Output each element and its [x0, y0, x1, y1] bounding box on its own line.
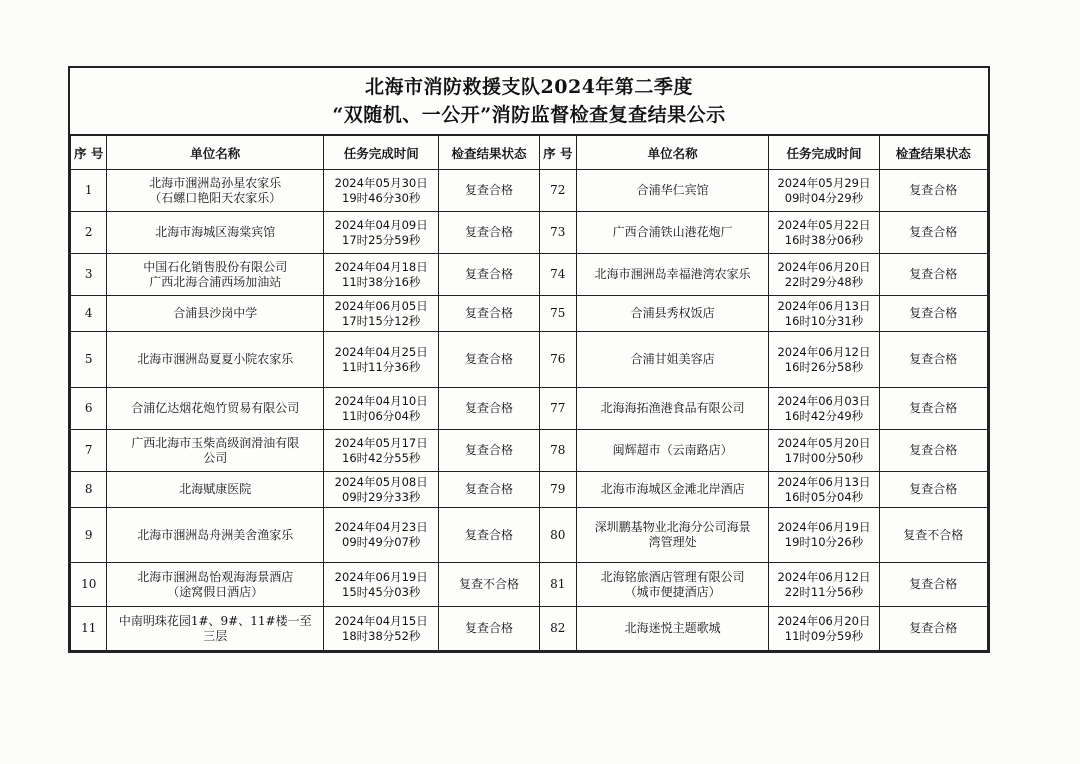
unit-name-cell-left [107, 254, 324, 296]
completion-time-cell-left [324, 212, 439, 254]
completion-time-cell-line: 16时26分58秒 [784, 359, 864, 374]
completion-time-cell-line: 19时46分30秒 [342, 190, 421, 205]
unit-name-cell-line: 北海市涠洲岛孙星农家乐 [149, 175, 282, 190]
status-cell-right: 复查合格 [879, 563, 987, 607]
table-row [71, 170, 988, 212]
unit-name-cell-right [577, 563, 769, 607]
seq-cell-left: 4 [71, 296, 107, 332]
notice-title [70, 68, 988, 135]
unit-name-cell-line: 北海赋康医院 [179, 482, 252, 496]
unit-name-cell-line: 公司 [203, 450, 228, 465]
completion-time-cell-line: 11时11分36秒 [342, 359, 421, 374]
unit-name-cell-line: 北海海拓渔港食品有限公司 [600, 401, 745, 415]
seq-cell-left: 11 [71, 607, 107, 651]
completion-time-cell-line: 2024年05月29日 [777, 175, 871, 190]
status-cell-right: 复查合格 [879, 212, 987, 254]
completion-time-cell-line: 2024年06月20日 [777, 613, 871, 628]
unit-name-cell-right [577, 332, 769, 388]
status-cell-left: 复查合格 [439, 254, 539, 296]
seq-cell-left: 5 [71, 332, 107, 388]
completion-time-cell-line: 15时45分03秒 [342, 584, 421, 599]
seq-cell-right: 73 [539, 212, 576, 254]
completion-time-cell-line: 2024年05月22日 [777, 217, 871, 232]
unit-name-cell-line: 广西合浦铁山港花炮厂 [612, 225, 733, 239]
completion-time-cell-line: 17时00分50秒 [784, 450, 864, 465]
completion-time-cell-right [769, 430, 879, 472]
unit-name-cell-line: 合浦华仁宾馆 [636, 183, 709, 197]
completion-time-cell-left [324, 388, 439, 430]
results-table [70, 135, 988, 651]
unit-name-cell-right [577, 296, 769, 332]
status-cell-right: 复查合格 [879, 296, 987, 332]
seq-cell-right: 76 [539, 332, 576, 388]
status-cell-left: 复查合格 [439, 607, 539, 651]
seq-cell-left: 8 [71, 472, 107, 508]
seq-cell-left: 9 [71, 508, 107, 563]
completion-time-cell-left [324, 508, 439, 563]
seq-cell-left: 2 [71, 212, 107, 254]
unit-name-cell-line: 中国石化销售股份有限公司 [143, 259, 288, 274]
completion-time-cell-left [324, 472, 439, 508]
table-row [71, 388, 988, 430]
completion-time-cell-line: 2024年05月30日 [334, 175, 428, 190]
completion-time-cell-right [769, 472, 879, 508]
status-cell-right: 复查不合格 [879, 508, 987, 563]
completion-time-cell-line: 17时15分12秒 [342, 313, 421, 328]
status-cell-left: 复查合格 [439, 332, 539, 388]
completion-time-cell-line: 2024年04月23日 [334, 520, 428, 534]
unit-name-cell-line: 中南明珠花园1#、9#、11#楼一至 [118, 613, 312, 628]
unit-name-cell-line: 北海市涠洲岛怡观海海景酒店 [137, 569, 294, 584]
completion-time-cell-line: 2024年04月15日 [334, 613, 428, 628]
completion-time-cell-line: 09时49分07秒 [342, 535, 421, 549]
completion-time-cell-line: 2024年06月12日 [777, 344, 871, 359]
completion-time-cell-right [769, 563, 879, 607]
unit-name-cell-line: 北海市涠洲岛幸福港湾农家乐 [594, 267, 751, 281]
completion-time-cell-right [769, 254, 879, 296]
header-status-left: 检查结果状态 [439, 136, 539, 170]
unit-name-cell-left [107, 508, 324, 563]
status-cell-right: 复查合格 [879, 388, 987, 430]
unit-name-cell-line: 北海铭旅酒店管理有限公司 [600, 569, 745, 584]
unit-name-cell-line: 北海市海城区海棠宾馆 [155, 225, 276, 239]
status-cell-right: 复查合格 [879, 607, 987, 651]
unit-name-cell-right [577, 388, 769, 430]
unit-name-cell-right [577, 254, 769, 296]
table-row [71, 563, 988, 607]
seq-cell-left: 10 [71, 563, 107, 607]
completion-time-cell-line: 16时42分55秒 [342, 450, 421, 465]
seq-cell-right: 77 [539, 388, 576, 430]
completion-time-cell-line: 2024年04月10日 [334, 393, 428, 408]
status-cell-left: 复查合格 [439, 508, 539, 563]
completion-time-cell-line: 09时04分29秒 [784, 190, 864, 205]
table-row [71, 212, 988, 254]
completion-time-cell-line: 16时05分04秒 [784, 489, 864, 504]
completion-time-cell-line: 2024年04月18日 [334, 259, 428, 274]
unit-name-cell-line: 三层 [203, 628, 228, 643]
seq-cell-right: 78 [539, 430, 576, 472]
unit-name-cell-line: 北海市海城区金滩北岸酒店 [600, 482, 745, 496]
status-cell-left: 复查合格 [439, 296, 539, 332]
completion-time-cell-line: 19时10分26秒 [784, 535, 864, 549]
unit-name-cell-right [577, 508, 769, 563]
completion-time-cell-left [324, 563, 439, 607]
completion-time-cell-line: 2024年06月13日 [777, 298, 871, 313]
completion-time-cell-line: 17时25分59秒 [342, 232, 421, 247]
seq-cell-right: 80 [539, 508, 576, 563]
unit-name-cell-right [577, 212, 769, 254]
seq-cell-right: 75 [539, 296, 576, 332]
status-cell-right: 复查合格 [879, 472, 987, 508]
header-seq-left: 序 号 [71, 136, 107, 170]
unit-name-cell-left [107, 170, 324, 212]
completion-time-cell-right [769, 508, 879, 563]
completion-time-cell-left [324, 430, 439, 472]
status-cell-left: 复查合格 [439, 212, 539, 254]
completion-time-cell-line: 11时06分04秒 [342, 408, 421, 423]
unit-name-cell-left [107, 332, 324, 388]
status-cell-right: 复查合格 [879, 254, 987, 296]
status-cell-left: 复查不合格 [439, 563, 539, 607]
seq-cell-right: 82 [539, 607, 576, 651]
status-cell-left: 复查合格 [439, 170, 539, 212]
title-line-2: “双随机、一公开”消防监督检查复查结果公示 [332, 104, 726, 126]
completion-time-cell-line: 2024年06月19日 [334, 569, 428, 584]
unit-name-cell-left [107, 430, 324, 472]
unit-name-cell-left [107, 472, 324, 508]
status-cell-left: 复查合格 [439, 472, 539, 508]
unit-name-cell-left [107, 388, 324, 430]
unit-name-cell-line: （城市便捷酒店） [624, 584, 721, 599]
table-row [71, 508, 988, 563]
unit-name-cell-line: 深圳鹏基物业北海分公司海景 [594, 520, 751, 534]
table-row [71, 472, 988, 508]
header-row [71, 136, 988, 170]
table-row [71, 430, 988, 472]
completion-time-cell-line: 2024年05月17日 [334, 435, 428, 450]
seq-cell-right: 79 [539, 472, 576, 508]
completion-time-cell-line: 2024年06月13日 [777, 474, 871, 489]
header-status-right: 检查结果状态 [879, 136, 987, 170]
completion-time-cell-line: 2024年05月20日 [777, 435, 871, 450]
completion-time-cell-line: 16时38分06秒 [784, 232, 864, 247]
seq-cell-left: 3 [71, 254, 107, 296]
unit-name-cell-line: 广西北海合浦西场加油站 [149, 274, 282, 289]
completion-time-cell-line: 09时29分33秒 [342, 489, 421, 504]
notice-sheet [68, 66, 990, 653]
unit-name-cell-line: 北海迷悦主题歌城 [624, 621, 721, 635]
completion-time-cell-right [769, 388, 879, 430]
unit-name-cell-left [107, 212, 324, 254]
unit-name-cell-line: 合浦县沙岗中学 [173, 306, 258, 320]
unit-name-cell-right [577, 607, 769, 651]
unit-name-cell-left [107, 296, 324, 332]
completion-time-cell-right [769, 212, 879, 254]
completion-time-cell-left [324, 607, 439, 651]
unit-name-cell-line: 合浦甘姐美容店 [630, 352, 715, 366]
header-time-left: 任务完成时间 [324, 136, 439, 170]
table-row [71, 607, 988, 651]
unit-name-cell-right [577, 170, 769, 212]
completion-time-cell-line: 11时38分16秒 [342, 274, 421, 289]
status-cell-right: 复查合格 [879, 170, 987, 212]
completion-time-cell-line: 2024年06月05日 [334, 298, 428, 313]
header-time-right: 任务完成时间 [769, 136, 879, 170]
completion-time-cell-line: 2024年04月25日 [334, 344, 428, 359]
unit-name-cell-line: 广西北海市玉柴高级润滑油有限 [131, 435, 300, 450]
seq-cell-right: 72 [539, 170, 576, 212]
completion-time-cell-line: 22时29分48秒 [784, 274, 864, 289]
unit-name-cell-line: 合浦亿达烟花炮竹贸易有限公司 [131, 401, 300, 415]
unit-name-cell-right [577, 472, 769, 508]
completion-time-cell-right [769, 607, 879, 651]
status-cell-right: 复查合格 [879, 430, 987, 472]
seq-cell-left: 1 [71, 170, 107, 212]
unit-name-cell-left [107, 563, 324, 607]
completion-time-cell-right [769, 170, 879, 212]
completion-time-cell-line: 2024年06月20日 [777, 259, 871, 274]
completion-time-cell-line: 11时09分59秒 [784, 628, 864, 643]
status-cell-left: 复查合格 [439, 430, 539, 472]
seq-cell-right: 74 [539, 254, 576, 296]
seq-cell-left: 7 [71, 430, 107, 472]
table-row [71, 254, 988, 296]
unit-name-cell-line: 北海市涠洲岛舟洲美舍渔家乐 [137, 527, 294, 542]
completion-time-cell-right [769, 332, 879, 388]
unit-name-cell-line: 湾管理处 [648, 535, 697, 549]
completion-time-cell-line: 2024年06月19日 [777, 520, 871, 534]
completion-time-cell-left [324, 254, 439, 296]
table-row [71, 332, 988, 388]
completion-time-cell-line: 16时10分31秒 [784, 313, 864, 328]
unit-name-cell-left [107, 607, 324, 651]
status-cell-left: 复查合格 [439, 388, 539, 430]
seq-cell-right: 81 [539, 563, 576, 607]
completion-time-cell-left [324, 170, 439, 212]
completion-time-cell-line: 2024年06月03日 [777, 393, 871, 408]
completion-time-cell-line: 2024年04月09日 [334, 217, 428, 232]
header-name-right: 单位名称 [577, 136, 769, 170]
completion-time-cell-line: 18时38分52秒 [342, 628, 421, 643]
header-seq-right: 序 号 [539, 136, 576, 170]
seq-cell-left: 6 [71, 388, 107, 430]
unit-name-cell-right [577, 430, 769, 472]
completion-time-cell-line: 2024年06月12日 [777, 569, 871, 584]
completion-time-cell-line: 16时42分49秒 [784, 408, 864, 423]
unit-name-cell-line: （石螺口艳阳天农家乐） [149, 190, 282, 205]
table-row [71, 296, 988, 332]
completion-time-cell-line: 22时11分56秒 [784, 584, 864, 599]
unit-name-cell-line: 闽辉超市（云南路店） [612, 443, 733, 457]
unit-name-cell-line: （途窝假日酒店） [167, 584, 264, 599]
header-name-left: 单位名称 [107, 136, 324, 170]
completion-time-cell-left [324, 332, 439, 388]
completion-time-cell-left [324, 296, 439, 332]
completion-time-cell-line: 2024年05月08日 [334, 474, 428, 489]
unit-name-cell-line: 北海市涠洲岛夏夏小院农家乐 [137, 352, 294, 366]
title-line-1: 北海市消防救援支队2024年第二季度 [365, 76, 693, 98]
unit-name-cell-line: 合浦县秀权饭店 [630, 306, 715, 320]
status-cell-right: 复查合格 [879, 332, 987, 388]
completion-time-cell-right [769, 296, 879, 332]
